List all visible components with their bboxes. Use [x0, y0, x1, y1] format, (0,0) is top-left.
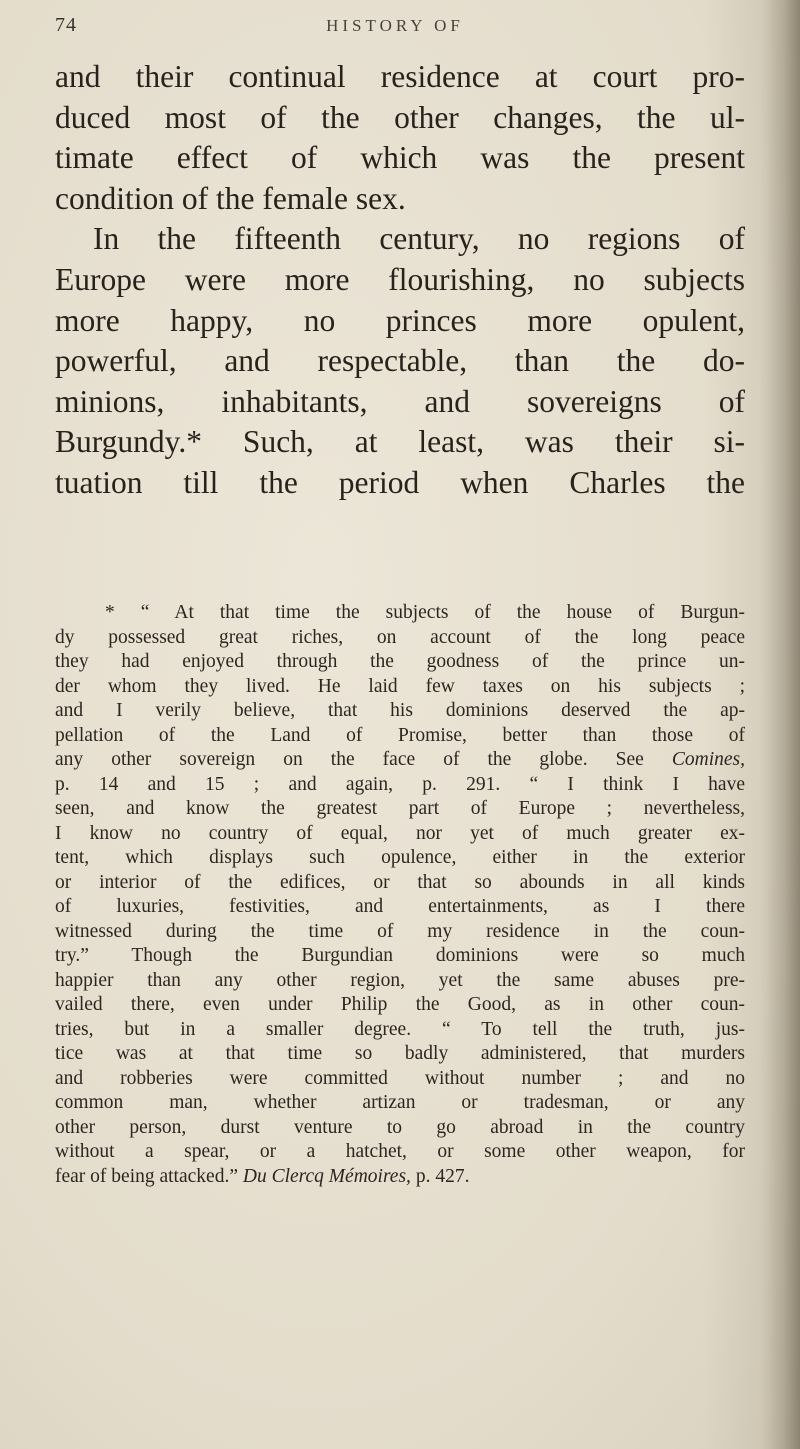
- text-line: Europe were more flourishing, no subjects: [55, 261, 745, 297]
- footnote-line: without a spear, or a hatchet, or some other weapon, for: [55, 1141, 745, 1162]
- footnote-line: vailed there, even under Philip the Good, as in other coun-: [55, 994, 745, 1015]
- footnote-line: p. 14 and 15 ; and again, p. 291. “ I think I have: [55, 773, 745, 795]
- footnote-line: or interior of the edifices, or that so abounds in all kinds: [55, 871, 745, 893]
- footnote-line: common man, whether artizan or tradesman, or any: [55, 1092, 745, 1113]
- page-header: [55, 14, 735, 44]
- footnote-line: they had enjoyed through the goodness of the prince un-: [55, 651, 745, 672]
- citation-italic: Comines,: [671, 749, 746, 770]
- footnote-line: happier than any other region, yet the same abuses pre-: [55, 969, 745, 991]
- text-line: and their continual residence at court pro-: [55, 59, 745, 94]
- text-line: duced most of the other changes, the ul-: [55, 99, 745, 135]
- footnote-line: [55, 748, 745, 773]
- running-head: HISTORY OF: [326, 16, 464, 35]
- page-edge-shadow: [760, 0, 800, 1449]
- text-line: Burgundy.* Such, at least, was their si-: [55, 424, 745, 460]
- footnote-line: try.” Though the Burgundian dominions were so much: [55, 945, 745, 966]
- footnote-line: tice was at that time so badly administered, that murders: [55, 1043, 745, 1064]
- main-text: [55, 57, 745, 504]
- footnote: [55, 601, 745, 1189]
- text-line: powerful, and respectable, than the do-: [55, 343, 745, 379]
- text-line: timate effect of which was the present: [55, 140, 745, 176]
- footnote-line: tent, which displays such opulence, either in the exterior: [55, 847, 745, 868]
- page-number: 74: [55, 14, 77, 36]
- citation-page: p. 427.: [415, 1165, 470, 1187]
- footnote-line: and robberies were committed without number ; and no: [55, 1067, 745, 1089]
- text-line: more happy, no princes more opulent,: [55, 302, 745, 338]
- footnote-line: pellation of the Land of Promise, better than those of: [55, 724, 745, 746]
- footnote-text: fear of being attacked.”: [55, 1165, 238, 1187]
- footnote-line: seen, and know the greatest part of Europe ; nevertheless,: [55, 798, 745, 819]
- text-line: tuation till the period when Charles the: [55, 464, 745, 500]
- text-line: minions, inhabitants, and sovereigns of: [55, 383, 745, 419]
- footnote-line: I know no country of equal, nor yet of much greater ex-: [55, 822, 745, 844]
- text-line: In the fifteenth century, no regions of: [93, 221, 745, 257]
- footnote-line: [55, 1165, 745, 1190]
- citation-italic: Du Clercq Mémoires,: [242, 1165, 411, 1187]
- footnote-line: other person, durst venture to go abroad in the country: [55, 1116, 745, 1138]
- footnote-line: and I verily believe, that his dominions deserved the ap-: [55, 700, 745, 721]
- footnote-line: * “ At that time the subjects of the house of Burgun-: [105, 602, 745, 623]
- footnote-line: witnessed during the time of my residence in the coun-: [55, 920, 745, 942]
- footnote-line: der whom they lived. He laid few taxes on his subjects ;: [55, 675, 745, 697]
- text-line: condition of the female sex.: [55, 180, 406, 216]
- footnote-line: dy possessed great riches, on account of the long peace: [55, 626, 745, 648]
- footnote-line: tries, but in a smaller degree. “ To tell the truth, jus-: [55, 1018, 745, 1040]
- footnote-line: of luxuries, festivities, and entertainments, as I there: [55, 896, 745, 917]
- footnote-text: any other sovereign on the face of the globe. See: [55, 749, 644, 770]
